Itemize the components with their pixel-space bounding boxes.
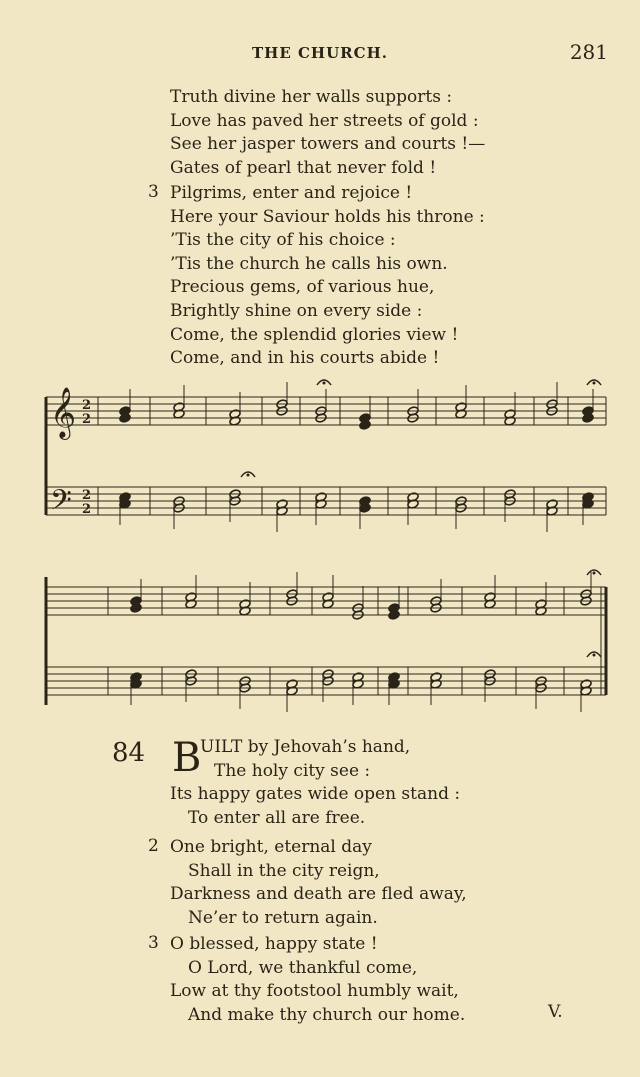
author-initial: V. [548, 1002, 563, 1022]
verse-line: UILT by Jehovah’s hand, [200, 737, 411, 757]
dropcap: B [172, 735, 202, 781]
verse-line: Darkness and death are fled away, [170, 884, 467, 905]
music-score [38, 375, 610, 720]
prev-hymn-stanza-3 [170, 182, 485, 371]
verse-line: Come, the splendid glories view ! [170, 324, 459, 345]
hymn-84-first-line [200, 736, 410, 783]
prev-hymn-stanza-continued [170, 86, 485, 180]
time-signature: 2 [82, 488, 92, 503]
verse-line: ’Tis the church he calls his own. [170, 253, 448, 274]
verse-line: Come, and in his courts abide ! [170, 348, 440, 369]
fermata-icon [247, 474, 250, 477]
verse-line: Ne’er to return again. [188, 907, 378, 928]
verse-line: The holy city see : [214, 760, 371, 781]
verse-line: Low at thy footstool humbly wait, [170, 981, 459, 1002]
treble-clef-icon: 𝄞 [50, 387, 77, 438]
verse-line: And make thy church our home. [188, 1004, 466, 1025]
verse-line: Here your Saviour holds his throne : [170, 206, 485, 227]
bass-clef-icon: 𝄢 [50, 484, 72, 524]
hymn-number: 84 [112, 738, 146, 768]
time-signature: 2 [82, 398, 92, 413]
verse-line: Love has paved her streets of gold : [170, 110, 479, 131]
verse-number: 2 [148, 836, 159, 856]
verse-line: One bright, eternal day [170, 837, 372, 857]
verse-number: 3 [148, 933, 159, 953]
verse-line: ’Tis the city of his choice : [170, 230, 396, 251]
page-number: 281 [569, 40, 608, 64]
fermata-icon [593, 572, 596, 575]
verse-line: See her jasper towers and courts !— [170, 134, 486, 155]
verse-line: Truth divine her walls supports : [170, 87, 453, 107]
verse-line: To enter all are free. [188, 807, 366, 828]
running-header: THE CHURCH. [252, 44, 388, 62]
hymn-84-stanza-1 [170, 783, 460, 830]
verse-number: 3 [148, 182, 159, 202]
verse-line: Its happy gates wide open stand : [170, 784, 461, 804]
fermata-icon [593, 654, 596, 657]
verse-line: O blessed, happy state ! [170, 934, 378, 954]
fermata-icon [593, 382, 596, 385]
verse-line: Shall in the city reign, [188, 860, 380, 881]
time-signature: 2 [82, 412, 92, 427]
verse-line: Precious gems, of various hue, [170, 277, 435, 298]
hymn-84-stanza-2 [170, 836, 467, 930]
hymn-84-stanza-3 [170, 933, 465, 1027]
verse-line: Pilgrims, enter and rejoice ! [170, 183, 413, 203]
time-signature: 2 [82, 502, 92, 517]
verse-line: Gates of pearl that never fold ! [170, 157, 437, 178]
verse-line: O Lord, we thankful come, [188, 957, 418, 978]
verse-line: Brightly shine on every side : [170, 300, 423, 321]
fermata-icon [323, 382, 326, 385]
